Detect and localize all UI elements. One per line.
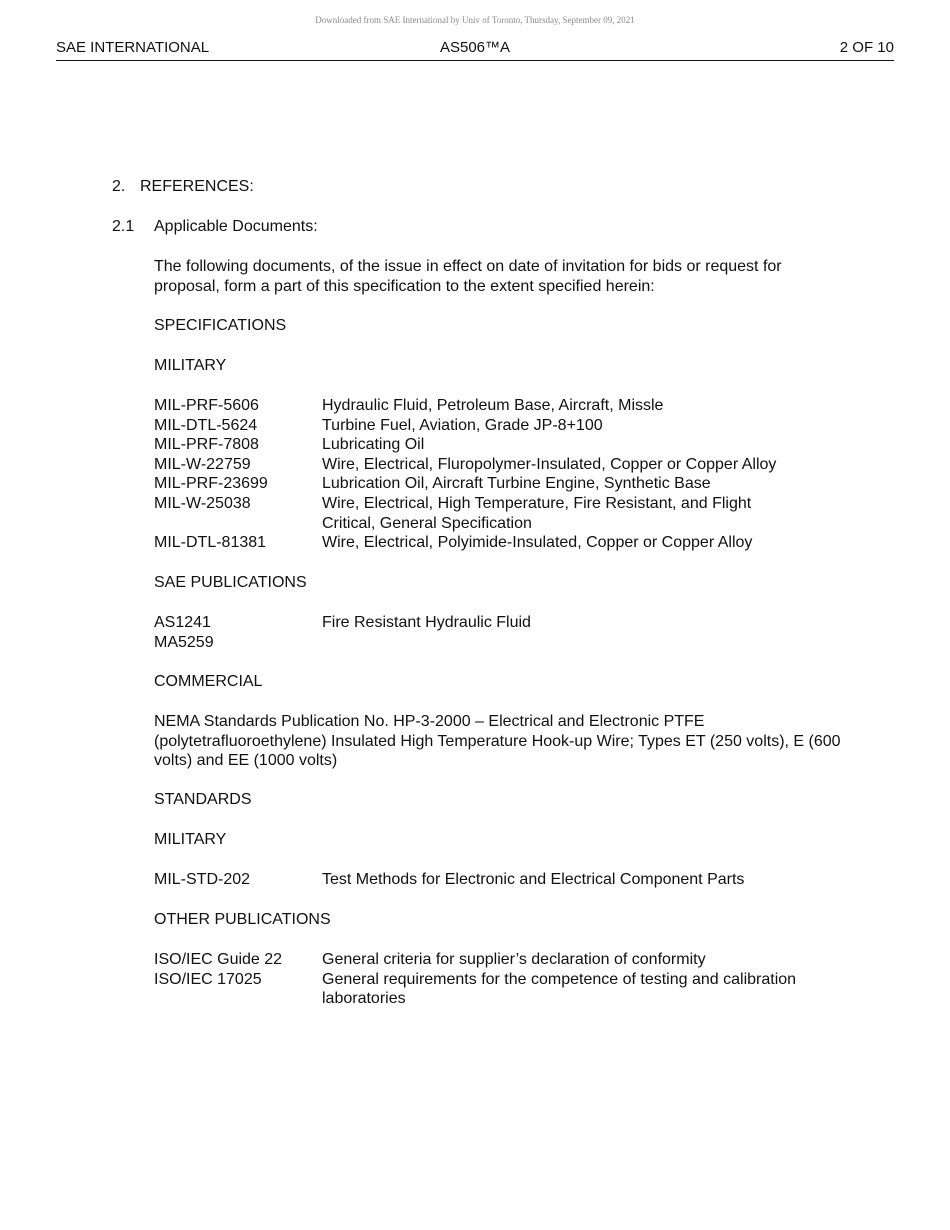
standards-heading: STANDARDS	[154, 791, 252, 808]
reference-code: ISO/IEC Guide 22	[154, 951, 283, 968]
header-page-number: 2 OF 10	[839, 39, 894, 56]
reference-title: Wire, Electrical, High Temperature, Fire Resistant, and Flight Critical, General Specification	[322, 495, 752, 532]
military-heading: MILITARY	[154, 357, 227, 374]
reference-code: MIL-W-25038	[154, 495, 251, 512]
reference-title: General requirements for the competence of testing and calibration laboratories	[322, 970, 797, 1008]
intro-paragraph: The following documents, of the issue in effect on date of invitation for bids or request for proposal, form a part of this specification to the extent specified herein:	[154, 258, 782, 295]
reference-title: Lubricating Oil	[322, 436, 425, 454]
subsection-number: 2.1	[112, 218, 135, 235]
reference-title: Turbine Fuel, Aviation, Grade JP-8+100	[322, 416, 603, 434]
commercial-heading: COMMERCIAL	[154, 673, 263, 690]
header-org: SAE INTERNATIONAL	[56, 39, 210, 56]
specifications-heading: SPECIFICATIONS	[154, 317, 287, 334]
reference-title: Wire, Electrical, Polyimide-Insulated, Copper or Copper Alloy	[322, 534, 753, 552]
reference-title: Fire Resistant Hydraulic Fluid	[322, 614, 531, 631]
reference-code: MIL-DTL-81381	[154, 534, 267, 552]
reference-code: MIL-PRF-23699	[154, 475, 268, 493]
reference-title: Wire, Electrical, Fluropolymer-Insulated, Copper or Copper Alloy	[322, 455, 777, 473]
military-standards-heading: MILITARY	[154, 831, 227, 848]
reference-code: MIL-PRF-7808	[154, 436, 259, 454]
sae-publications-heading: SAE PUBLICATIONS	[154, 574, 307, 591]
reference-code: MA5259	[154, 633, 214, 651]
other-publications-heading: OTHER PUBLICATIONS	[154, 911, 331, 928]
reference-code: MIL-DTL-5624	[154, 416, 258, 434]
subsection-title: Applicable Documents:	[154, 218, 318, 235]
reference-code: ISO/IEC 17025	[154, 970, 262, 988]
reference-code: MIL-PRF-5606	[154, 397, 259, 414]
download-watermark: Downloaded from SAE International by Univ of Toronto, Thursday, September 09, 2021	[315, 15, 635, 25]
reference-title: General criteria for supplier’s declaration of conformity	[322, 951, 706, 968]
header-doc-id: AS506™A	[439, 39, 511, 56]
reference-title: Lubrication Oil, Aircraft Turbine Engine, Synthetic Base	[322, 475, 711, 493]
commercial-paragraph: NEMA Standards Publication No. HP-3-2000 – Electrical and Electronic PTFE (polytetrafluoroethylene) Insulated High Temperature Hook-up Wire; Types ET (250 volts), E (600 volts) and EE (1000 volts)	[154, 713, 841, 770]
reference-code: MIL-W-22759	[154, 455, 251, 473]
reference-title: Hydraulic Fluid, Petroleum Base, Aircraft, Missle	[322, 397, 664, 414]
section-number: 2.	[112, 178, 126, 195]
reference-title: Test Methods for Electronic and Electrical Component Parts	[322, 871, 745, 888]
page-header	[56, 38, 894, 61]
reference-code: AS1241	[154, 614, 211, 631]
section-title: REFERENCES:	[140, 178, 254, 195]
reference-code: MIL-STD-202	[154, 871, 251, 888]
